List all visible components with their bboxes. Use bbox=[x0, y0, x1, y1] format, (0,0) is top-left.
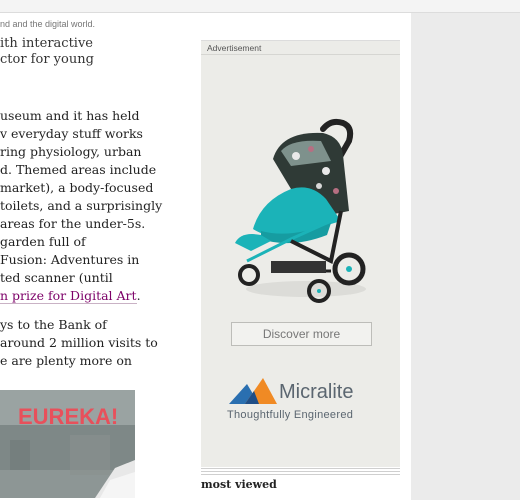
body-line: market), a body-focused bbox=[0, 180, 154, 195]
advertisement[interactable] bbox=[201, 40, 400, 467]
stroller-image bbox=[231, 111, 371, 311]
section-rule bbox=[201, 468, 400, 469]
body-line: ring physiology, urban bbox=[0, 144, 142, 159]
eureka-photo-art bbox=[0, 390, 135, 498]
body-line: garden full of bbox=[0, 234, 86, 249]
most-viewed-heading[interactable]: most viewed bbox=[201, 478, 277, 491]
eureka-sign-text: EUREKA! bbox=[18, 404, 119, 429]
discover-more-button[interactable]: Discover more bbox=[231, 322, 372, 346]
eureka-photo bbox=[0, 390, 135, 498]
digital-art-prize-link[interactable]: n prize for Digital Art bbox=[0, 288, 137, 303]
article-page bbox=[0, 13, 411, 500]
body-line: Fusion: Adventures in bbox=[0, 252, 140, 267]
page-gutter bbox=[411, 13, 520, 500]
article-body-continued bbox=[0, 316, 158, 370]
brand-name: Micralite bbox=[279, 381, 354, 403]
standfirst-line: ctor for young bbox=[0, 52, 94, 67]
body-line: toilets, and a surprisingly bbox=[0, 198, 163, 213]
micralite-logo-icon bbox=[229, 374, 277, 404]
brand-tagline: Thoughtfully Engineered bbox=[227, 409, 354, 421]
section-rule bbox=[201, 471, 400, 472]
body-line: ys to the Bank of bbox=[0, 317, 107, 332]
browser-top-bar bbox=[0, 0, 520, 13]
standfirst-line: ith interactive bbox=[0, 36, 93, 51]
body-line: around 2 million visits to bbox=[0, 335, 158, 350]
body-line: useum and it has held bbox=[0, 108, 140, 123]
link-suffix: . bbox=[136, 288, 141, 303]
body-line: v everyday stuff works bbox=[0, 126, 143, 141]
body-line: d. Themed areas include bbox=[0, 162, 157, 177]
article-body bbox=[0, 107, 162, 305]
article-standfirst bbox=[0, 36, 180, 68]
body-line: e are plenty more on bbox=[0, 353, 132, 368]
body-line-with-link bbox=[0, 287, 162, 305]
body-line: areas for the under-5s. bbox=[0, 216, 146, 231]
image-caption: nd and the digital world. bbox=[0, 19, 96, 29]
ad-label: Advertisement bbox=[207, 43, 262, 53]
section-rule bbox=[201, 474, 400, 475]
body-line: ted scanner (until bbox=[0, 270, 113, 285]
ad-divider bbox=[201, 54, 400, 55]
